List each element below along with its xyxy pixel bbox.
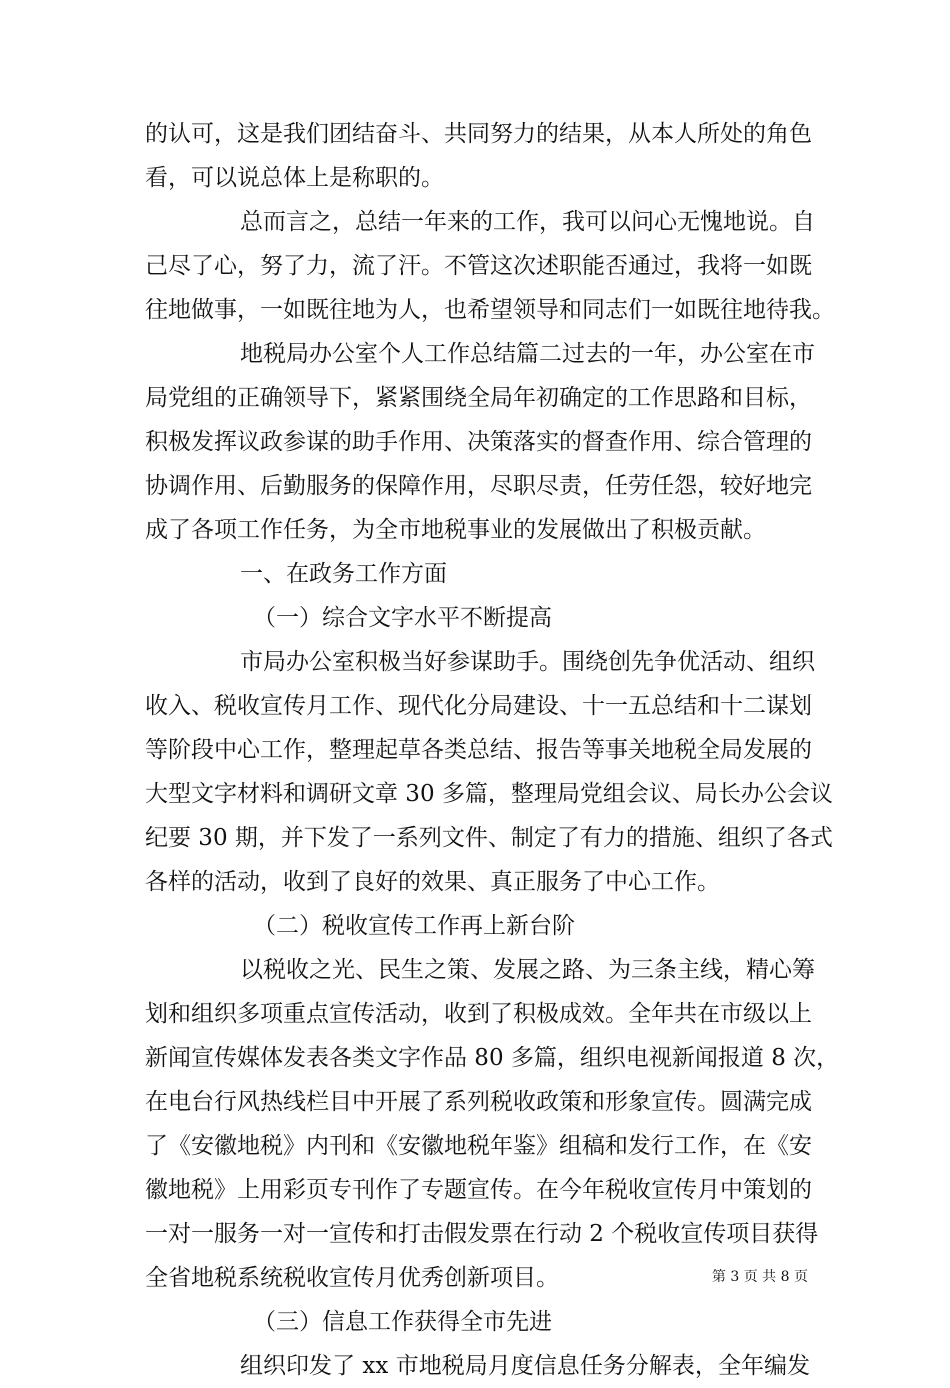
text-line: 协调作用、后勤服务的保障作用，尽职尽责，任劳任怨，较好地完 bbox=[145, 473, 812, 499]
text-line: 各样的活动，收到了良好的效果、真正服务了中心工作。 bbox=[145, 869, 720, 895]
text-line: 总而言之，总结一年来的工作，我可以问心无愧地说。自 bbox=[240, 209, 815, 235]
text-line: 局党组的正确领导下，紧紧围绕全局年初确定的工作思路和目标， bbox=[145, 385, 812, 411]
subsection-heading: （一）综合文字水平不断提高 bbox=[253, 605, 552, 631]
text-line: 组织印发了 xx 市地税局月度信息任务分解表，全年编发 bbox=[240, 1353, 810, 1379]
document-body bbox=[145, 112, 840, 1388]
text-line: 在电台行风热线栏目中开展了系列税收政策和形象宣传。圆满完成 bbox=[145, 1089, 812, 1115]
text-line: 市局办公室积极当好参谋助手。围绕创先争优活动、组织 bbox=[240, 649, 815, 675]
section-heading: 一、在政务工作方面 bbox=[240, 561, 447, 587]
text-line: 积极发挥议政参谋的助手作用、决策落实的督查作用、综合管理的 bbox=[145, 429, 812, 455]
text-line: 纪要 30 期，并下发了一系列文件、制定了有力的措施、组织了各式 bbox=[145, 825, 833, 851]
text-line: 的认可，这是我们团结奋斗、共同努力的结果，从本人所处的角色 bbox=[145, 121, 812, 147]
text-line: 划和组织多项重点宣传活动，收到了积极成效。全年共在市级以上 bbox=[145, 1001, 812, 1027]
text-line: 收入、税收宣传月工作、现代化分局建设、十一五总结和十二谋划 bbox=[145, 693, 812, 719]
text-line: 新闻宣传媒体发表各类文字作品 80 多篇，组织电视新闻报道 8 次， bbox=[145, 1045, 840, 1071]
text-line: 徽地税》上用彩页专刊作了专题宣传。在今年税收宣传月中策划的 bbox=[145, 1177, 812, 1203]
text-line: 看，可以说总体上是称职的。 bbox=[145, 165, 444, 191]
text-line: 大型文字材料和调研文章 30 多篇，整理局党组会议、局长办公会议 bbox=[145, 781, 833, 807]
text-line: 以税收之光、民生之策、发展之路、为三条主线，精心筹 bbox=[240, 957, 815, 983]
subsection-heading: （二）税收宣传工作再上新台阶 bbox=[253, 913, 575, 939]
text-line: 地税局办公室个人工作总结篇二过去的一年，办公室在市 bbox=[240, 341, 815, 367]
text-line: 成了各项工作任务，为全市地税事业的发展做出了积极贡献。 bbox=[145, 517, 766, 543]
text-line: 了《安徽地税》内刊和《安徽地税年鉴》组稿和发行工作，在《安 bbox=[145, 1133, 812, 1159]
text-line: 一对一服务一对一宣传和打击假发票在行动 2 个税收宣传项目获得 bbox=[145, 1221, 819, 1247]
text-line: 己尽了心，努了力，流了汗。不管这次述职能否通过，我将一如既 bbox=[145, 253, 812, 279]
text-line: 往地做事，一如既往地为人，也希望领导和同志们一如既往地待我。 bbox=[145, 297, 835, 323]
subsection-heading: （三）信息工作获得全市先进 bbox=[253, 1309, 552, 1335]
page-number-footer: 第 3 页 共 8 页 bbox=[711, 1269, 808, 1285]
text-line: 全省地税系统税收宣传月优秀创新项目。 bbox=[145, 1265, 559, 1291]
text-line: 等阶段中心工作，整理起草各类总结、报告等事关地税全局发展的 bbox=[145, 737, 812, 763]
